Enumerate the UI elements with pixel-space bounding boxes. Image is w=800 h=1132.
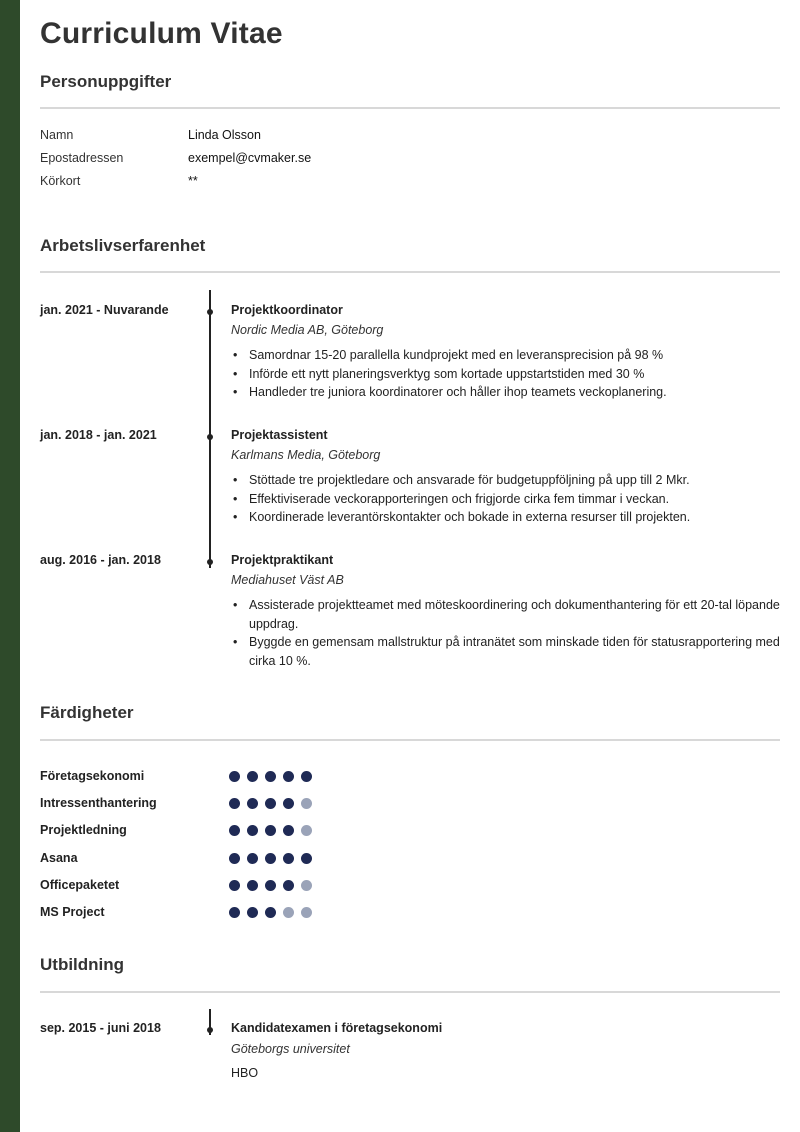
section-title-education: Utbildning: [40, 955, 125, 974]
rating-dot-empty: [301, 825, 312, 836]
rating-dot-filled: [301, 853, 312, 864]
section-divider: [40, 107, 780, 109]
rating-dot-filled: [283, 798, 294, 809]
job-dates: jan. 2018 - jan. 2021: [40, 428, 157, 442]
skill-name: Projektledning: [40, 823, 127, 838]
sidebar-accent-strip: [0, 0, 20, 1132]
job-title: Projektassistent: [231, 428, 328, 442]
rating-dot-filled: [247, 853, 258, 864]
list-item: • Samordnar 15-20 parallella kundprojekt med en leveransprecision på 98 %: [231, 346, 791, 365]
rating-dot-filled: [247, 907, 258, 918]
bullet-icon: •: [233, 635, 238, 649]
page-title: Curriculum Vitae: [40, 17, 283, 50]
education-degree: Kandidatexamen i företagsekonomi: [231, 1021, 443, 1035]
personal-value-email: exempel@cvmaker.se: [188, 151, 312, 165]
bullet-icon: •: [233, 385, 238, 399]
education-level: HBO: [231, 1066, 259, 1080]
education-school: Göteborgs universitet: [231, 1042, 350, 1056]
bullet-icon: •: [233, 510, 238, 524]
rating-dot-filled: [229, 798, 240, 809]
skill-name: Officepaketet: [40, 877, 120, 892]
personal-label-license: Körkort: [40, 174, 81, 188]
job-employer: Nordic Media AB, Göteborg: [231, 323, 384, 337]
bullet-icon: •: [233, 366, 238, 381]
rating-dot-filled: [247, 880, 258, 891]
list-item: • Införde ett nytt planeringsverktyg som kortade uppstartstiden med 30 %: [231, 365, 791, 384]
section-divider: [40, 991, 780, 993]
list-item: • Handleder tre juniora koordinatorer och håller ihop teamets veckoplanering.: [231, 383, 791, 402]
skill-rating: [229, 771, 312, 782]
rating-dot-filled: [247, 798, 258, 809]
rating-dot-filled: [283, 771, 294, 782]
skill-name: Asana: [40, 850, 78, 865]
experience-timeline: [209, 290, 211, 568]
personal-label-name: Namn: [40, 128, 74, 142]
job-dates: aug. 2016 - jan. 2018: [40, 553, 161, 567]
personal-value-name: Linda Olsson: [188, 128, 261, 142]
section-title-personal: Personuppgifter: [40, 72, 172, 91]
job-bullets: [231, 471, 791, 527]
rating-dot-empty: [301, 880, 312, 891]
rating-dot-filled: [283, 853, 294, 864]
job-dates: jan. 2021 - Nuvarande: [40, 303, 169, 317]
job-bullets: [231, 346, 791, 402]
job-title: Projektkoordinator: [231, 303, 343, 317]
job-bullets: [231, 596, 781, 670]
personal-label-email: Epostadressen: [40, 151, 124, 165]
skill-rating: [229, 880, 312, 891]
skill-rating: [229, 798, 312, 809]
rating-dot-filled: [247, 825, 258, 836]
rating-dot-empty: [301, 798, 312, 809]
section-title-skills: Färdigheter: [40, 703, 134, 722]
bullet-icon: •: [233, 473, 238, 487]
rating-dot-filled: [265, 880, 276, 891]
timeline-dot: [207, 434, 213, 440]
list-item: • Koordinerade leverantörskontakter och bokade in externa resurser till projekten.: [231, 508, 791, 527]
timeline-dot: [207, 1027, 213, 1033]
personal-value-license: **: [188, 174, 198, 188]
rating-dot-empty: [301, 907, 312, 918]
section-divider: [40, 271, 780, 273]
section-title-experience: Arbetslivserfarenhet: [40, 236, 206, 255]
skill-name: MS Project: [40, 905, 105, 919]
rating-dot-empty: [283, 907, 294, 918]
rating-dot-filled: [265, 825, 276, 836]
section-divider: [40, 739, 780, 741]
rating-dot-filled: [229, 771, 240, 782]
list-item: • Assisterade projektteamet med möteskoordinering och dokumenthantering för ett 20-tal löpande uppdrag.: [233, 598, 780, 631]
bullet-icon: •: [233, 348, 238, 362]
rating-dot-filled: [283, 880, 294, 891]
job-employer: Karlmans Media, Göteborg: [231, 448, 381, 462]
rating-dot-filled: [229, 907, 240, 918]
skill-name: Intressenthantering: [40, 796, 157, 811]
job-employer: Mediahuset Väst AB: [231, 573, 344, 587]
rating-dot-filled: [229, 880, 240, 891]
rating-dot-filled: [229, 853, 240, 864]
skill-name: Företagsekonomi: [40, 769, 145, 783]
timeline-dot: [207, 559, 213, 565]
job-title: Projektpraktikant: [231, 553, 334, 567]
bullet-icon: •: [233, 598, 238, 612]
skill-rating: [229, 907, 312, 918]
education-dates: sep. 2015 - juni 2018: [40, 1021, 161, 1035]
timeline-dot: [207, 309, 213, 315]
skill-rating: [229, 825, 312, 836]
rating-dot-filled: [265, 798, 276, 809]
rating-dot-filled: [265, 771, 276, 782]
rating-dot-filled: [247, 771, 258, 782]
list-item: • Effektiviserade veckorapporteringen och frigjorde cirka fem timmar i veckan.: [231, 490, 791, 509]
rating-dot-filled: [265, 907, 276, 918]
list-item: • Stöttade tre projektledare och ansvarade för budgetuppföljning på upp till 2 Mkr.: [231, 471, 791, 490]
rating-dot-filled: [265, 853, 276, 864]
list-item: • Byggde en gemensam mallstruktur på intranätet som minskade tiden för statusrapportering med cirka 10 %.: [233, 635, 780, 668]
bullet-icon: •: [233, 491, 238, 506]
rating-dot-filled: [283, 825, 294, 836]
skill-rating: [229, 853, 312, 864]
rating-dot-filled: [301, 771, 312, 782]
rating-dot-filled: [229, 825, 240, 836]
